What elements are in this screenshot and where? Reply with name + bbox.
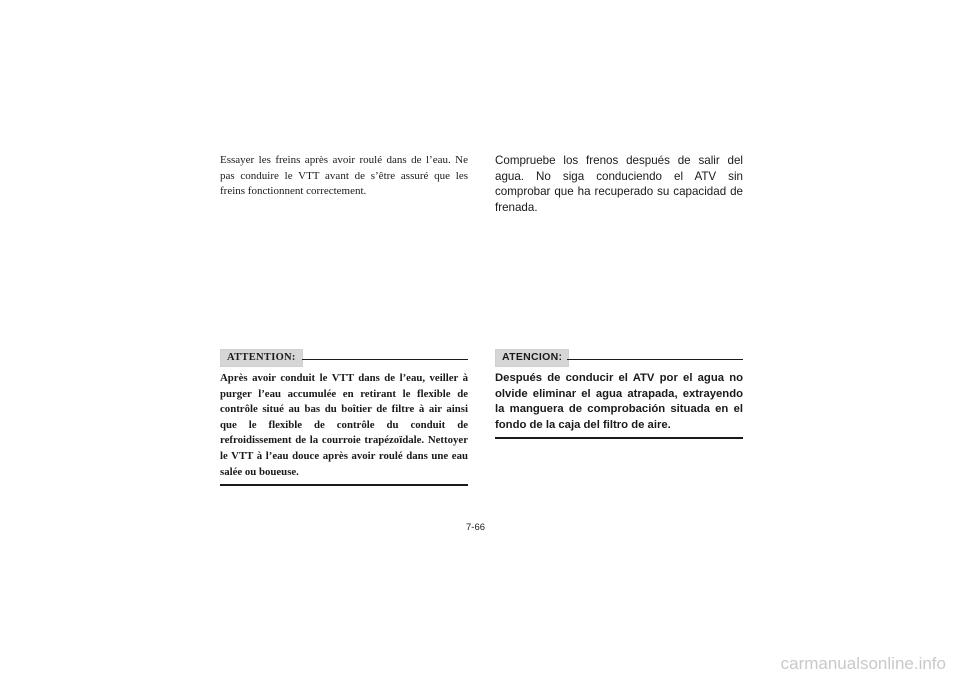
notice-header [495, 349, 743, 367]
notice-end-rule [220, 484, 468, 485]
notice-header [220, 349, 468, 367]
attention-label: ATTENTION: [220, 349, 303, 367]
notice-end-rule [495, 437, 743, 438]
page-number: 7-66 [466, 522, 486, 533]
french-attention-notice [220, 349, 468, 486]
header-rule [567, 359, 743, 360]
attention-text: Après avoir conduit le VTT dans de l’eau, veiller à purger l’eau accumulée en retirant le flexible de contrôle situé au bas du boîtier de filtre à air ainsi que le flexible de contrôle du conduit de refroidissement de la courroie trapézoïdale. Nettoyer le VTT à l’eau douce après avoir roulé dans une eau salée ou boueuse. [220, 372, 468, 478]
spanish-atencion-notice [495, 349, 743, 439]
french-paragraph: Essayer les freins après avoir roulé dans de l’eau. Ne pas conduire le VTT avant de s’être assuré que les freins fonctionnent correctement. [220, 154, 468, 197]
spanish-paragraph: Compruebe los frenos después de salir del agua. No siga conduciendo el ATV sin comprobar que ha recuperado su capacidad de frenada. [495, 154, 743, 214]
atencion-text: Después de conducir el ATV por el agua no olvide eliminar el agua atrapada, extrayendo la manguera de comprobación situada en el fondo de la caja del filtro de aire. [495, 372, 743, 431]
watermark-text: carmanualsonline.info [780, 654, 946, 673]
atencion-label: ATENCION: [495, 349, 569, 367]
header-rule [302, 359, 468, 360]
